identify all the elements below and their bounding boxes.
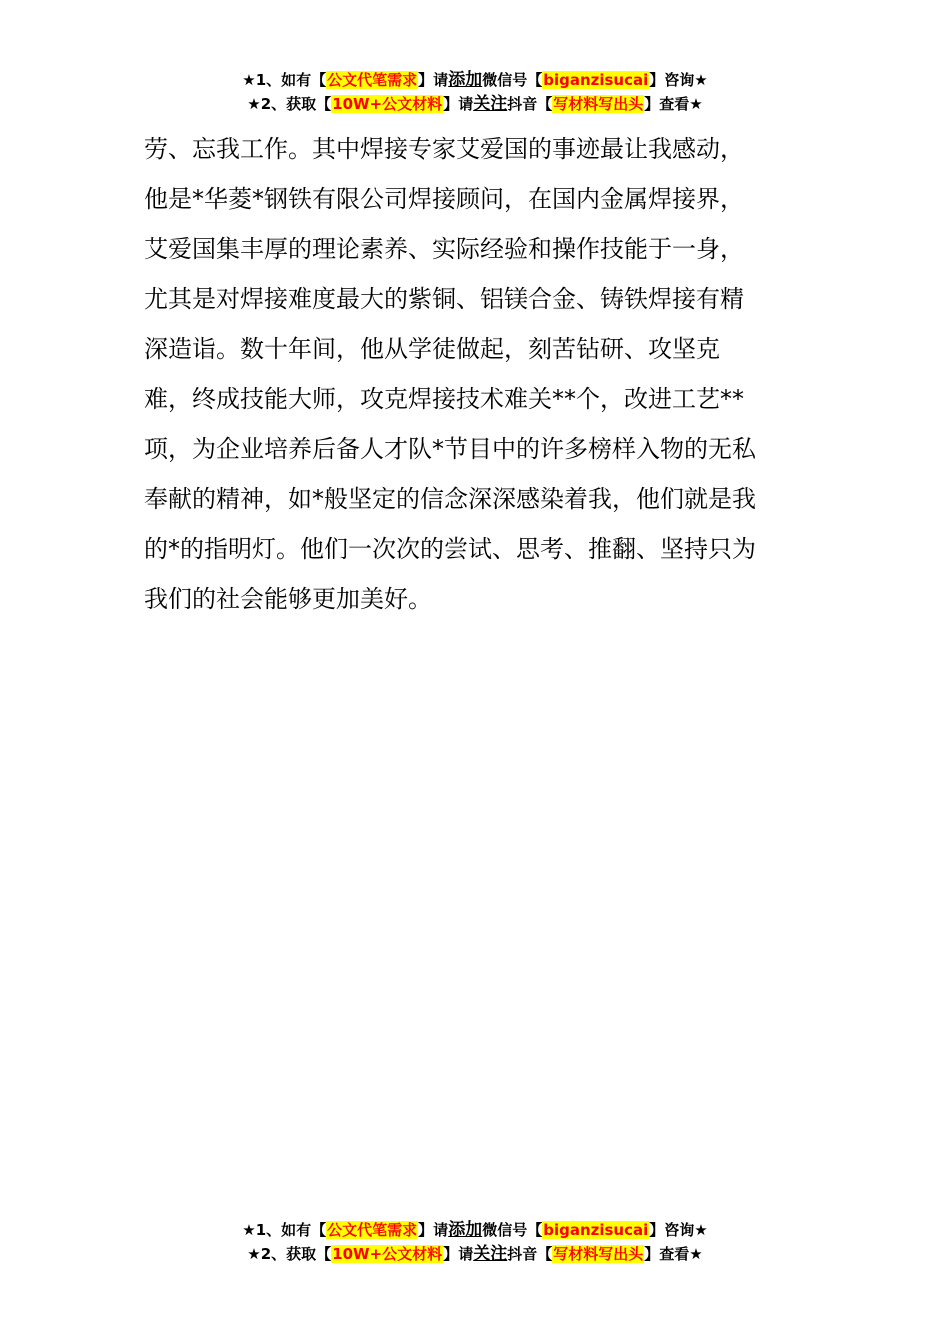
banner-text: 】请 [443,1245,474,1263]
banner-text: ★1、如有【 [242,71,327,89]
banner-text: 】请 [418,1221,449,1239]
banner-text: 】查看★ [644,95,703,113]
banner-emphasis: 添加 [448,70,483,90]
banner-text: 】咨询★ [649,1221,708,1239]
body-line: 难，终成技能大师，攻克焊接技术难关**个，改进工艺** [144,385,744,413]
body-line: 项，为企业培养后备人才队*节目中的许多榜样入物的无私 [144,435,756,463]
banner-emphasis: 关注 [473,1244,508,1264]
banner-text: 】请 [418,71,449,89]
body-paragraph [144,124,804,624]
banner-text: ★1、如有【 [242,1221,327,1239]
footer-banner [0,1218,950,1266]
highlight-douyin-account: 写材料写出头 [553,1245,644,1263]
banner-line-2 [0,92,950,116]
body-line: 他是*华菱*钢铁有限公司焊接顾问，在国内金属焊接界， [144,185,744,213]
body-line: 的*的指明灯。他们一次次的尝试、思考、推翻、坚持只为 [144,535,756,563]
highlight-materials: 10W+公文材料 [332,1245,443,1263]
highlight-materials: 10W+公文材料 [332,95,443,113]
banner-text: 】查看★ [644,1245,703,1263]
banner-text: 微信号【 [482,71,543,89]
banner-emphasis: 关注 [473,94,508,114]
header-banner [0,68,950,116]
body-line: 劳、忘我工作。其中焊接专家艾爱国的事迹最让我感动， [144,135,744,163]
banner-line-1 [0,1218,950,1242]
highlight-service: 公文代笔需求 [327,1221,418,1239]
banner-text: 】咨询★ [649,71,708,89]
banner-line-1 [0,68,950,92]
banner-text: ★2、获取【 [247,1245,332,1263]
banner-text: ★2、获取【 [247,95,332,113]
banner-text: 抖音【 [507,1245,553,1263]
body-line: 我们的社会能够更加美好。 [144,585,432,613]
highlight-wechat-id: biganzisucai [543,71,649,89]
body-line: 艾爱国集丰厚的理论素养、实际经验和操作技能于一身， [144,235,744,263]
banner-text: 微信号【 [482,1221,543,1239]
body-line: 奉献的精神，如*般坚定的信念深深感染着我，他们就是我 [144,485,756,513]
banner-text: 抖音【 [507,95,553,113]
banner-text: 】请 [443,95,474,113]
highlight-wechat-id: biganzisucai [543,1221,649,1239]
banner-line-2 [0,1242,950,1266]
highlight-douyin-account: 写材料写出头 [553,95,644,113]
body-line: 深造诣。数十年间，他从学徒做起，刻苦钻研、攻坚克 [144,335,720,363]
banner-emphasis: 添加 [448,1220,483,1240]
highlight-service: 公文代笔需求 [327,71,418,89]
body-line: 尤其是对焊接难度最大的紫铜、铝镁合金、铸铁焊接有精 [144,285,744,313]
